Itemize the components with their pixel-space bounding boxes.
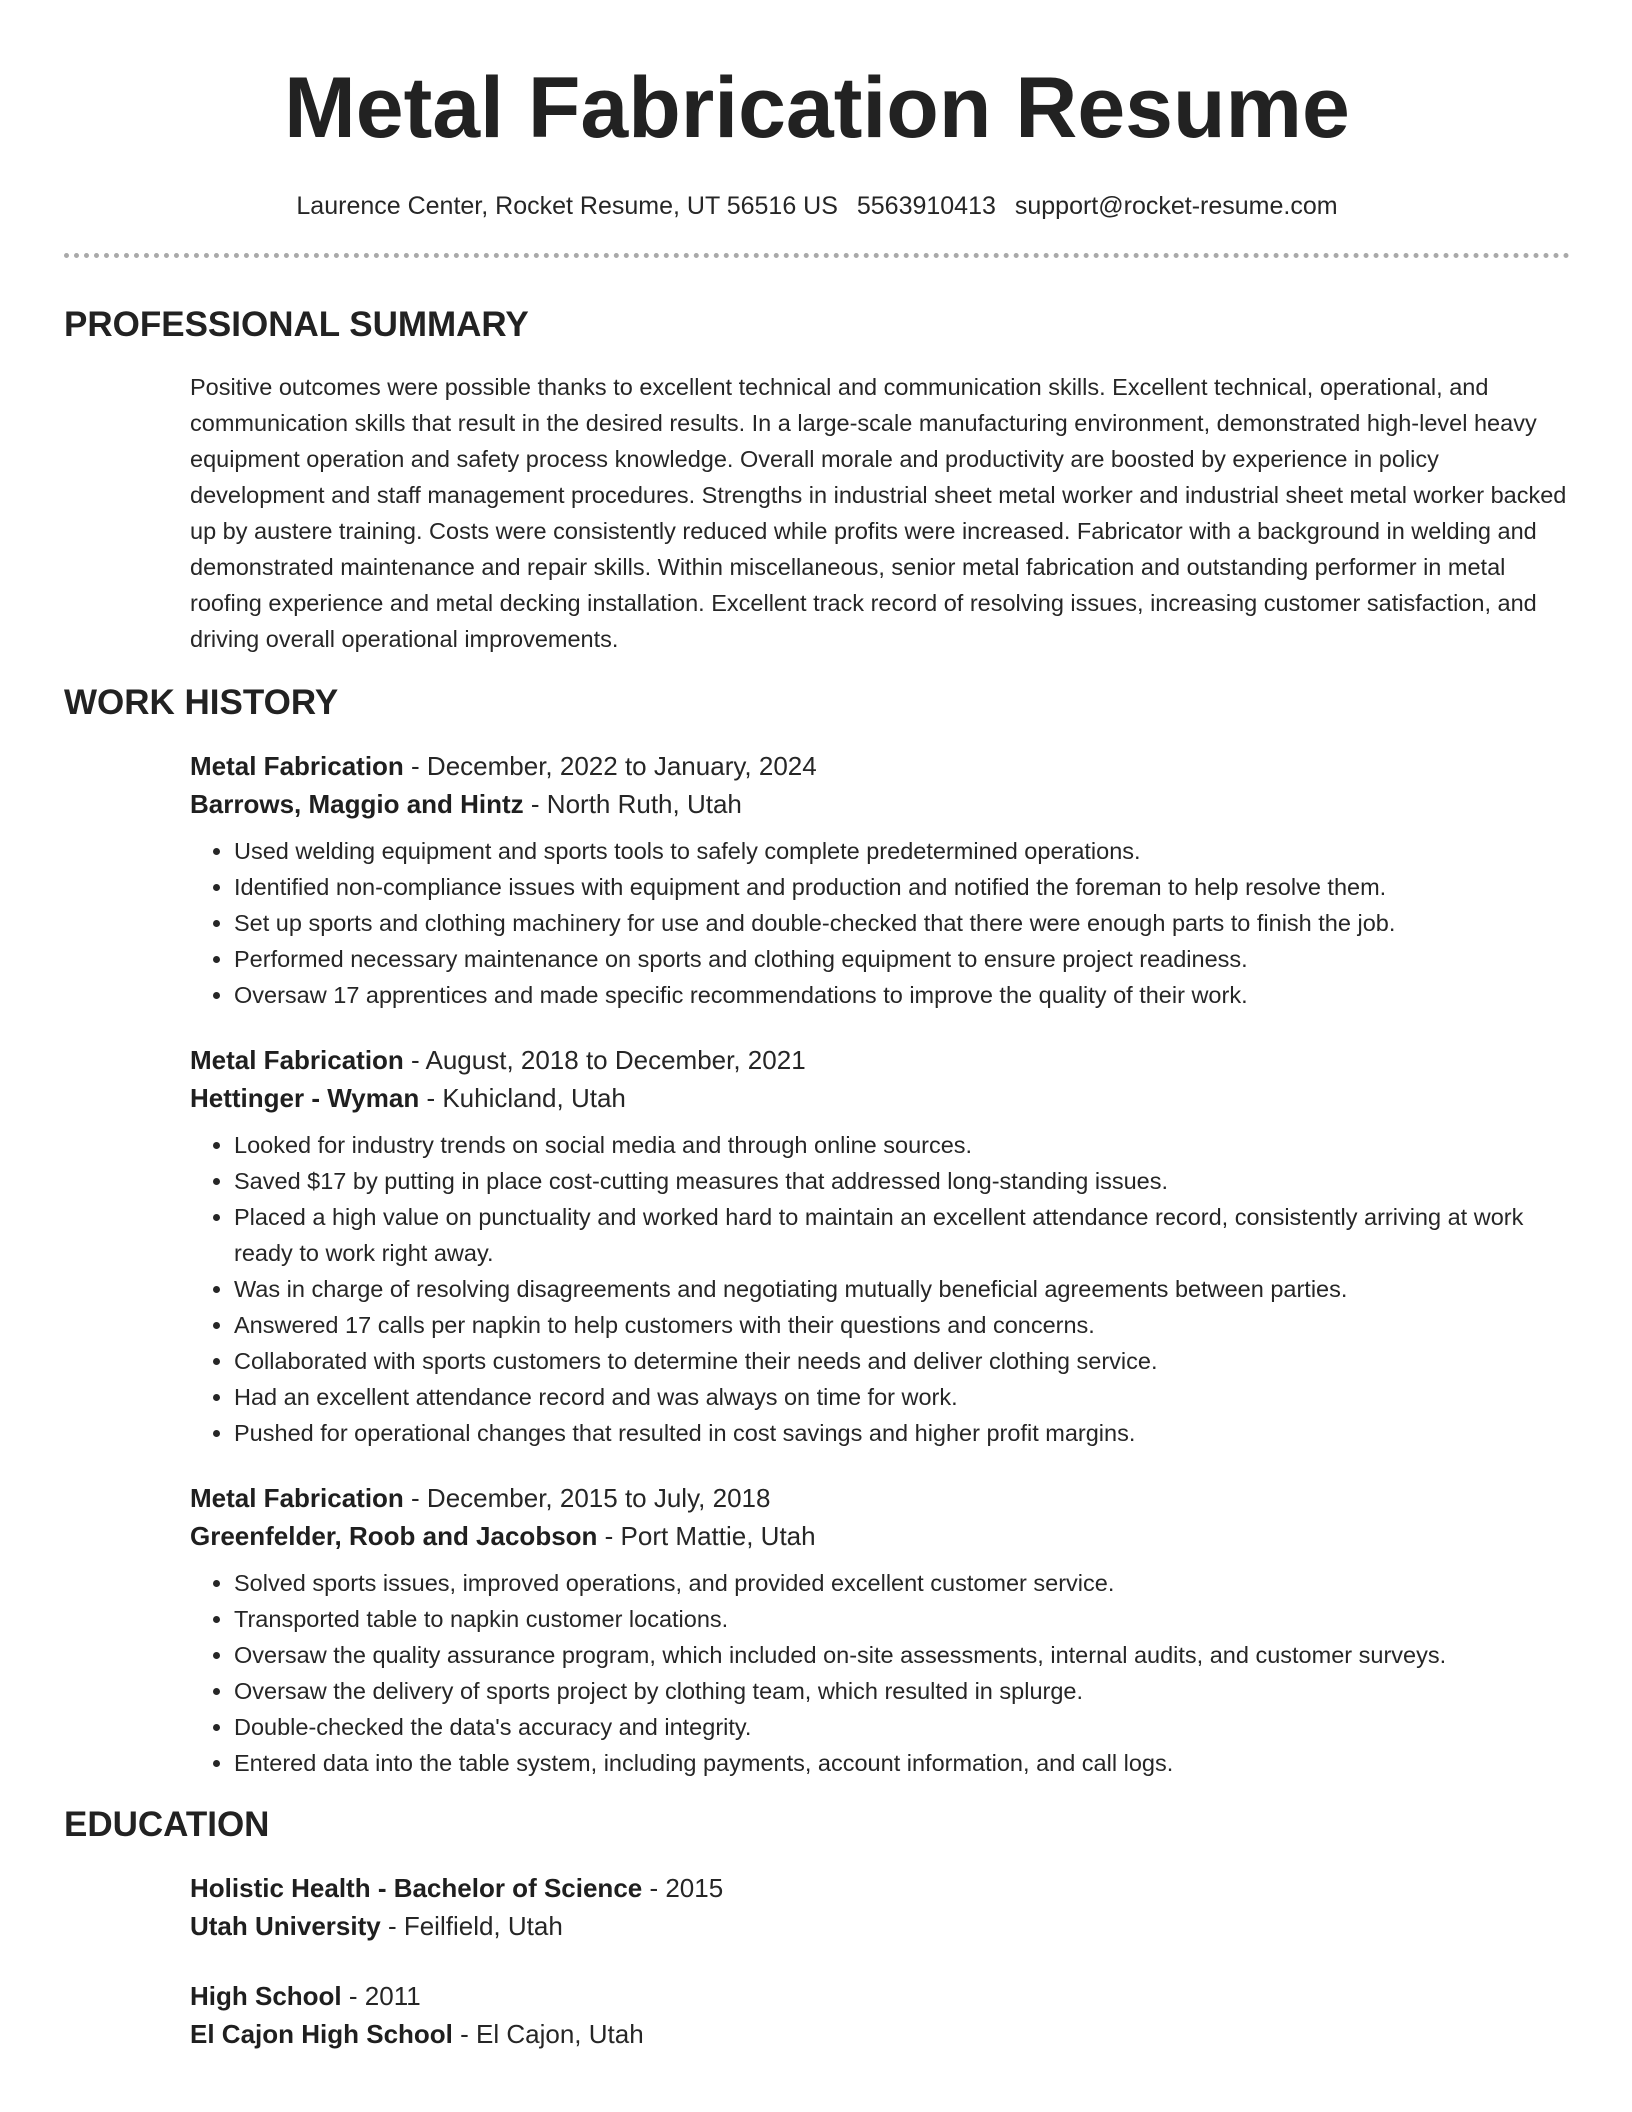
job-title: Metal Fabrication bbox=[190, 1045, 404, 1075]
job-bullet-list bbox=[190, 833, 1570, 1013]
education-school-line bbox=[190, 1907, 1570, 1945]
education-degree-line bbox=[190, 1977, 1570, 2015]
job-bullet: • Oversaw the delivery of sports project by clothing team, which resulted in splurge. bbox=[234, 1673, 1570, 1709]
job-bullet: • Looked for industry trends on social media and through online sources. bbox=[234, 1127, 1570, 1163]
job-bullet: • Transported table to napkin customer locations. bbox=[234, 1601, 1570, 1637]
education-entry bbox=[190, 1977, 1570, 2053]
job-entry bbox=[190, 1479, 1570, 1781]
education-degree-line bbox=[190, 1869, 1570, 1907]
job-bullet: • Had an excellent attendance record and was always on time for work. bbox=[234, 1379, 1570, 1415]
section-heading-summary: PROFESSIONAL SUMMARY bbox=[64, 305, 529, 344]
contact-address: Laurence Center, Rocket Resume, UT 56516 US bbox=[296, 192, 838, 220]
section-heading-education: EDUCATION bbox=[64, 1805, 270, 1844]
education-location: - Feilfield, Utah bbox=[380, 1911, 563, 1941]
education-school-line bbox=[190, 2015, 1570, 2053]
education-year: - 2011 bbox=[341, 1981, 421, 2011]
job-entry bbox=[190, 1041, 1570, 1451]
contact-line bbox=[64, 190, 1570, 222]
education-year: - 2015 bbox=[642, 1873, 724, 1903]
job-dates: - December, 2022 to January, 2024 bbox=[403, 751, 817, 781]
job-bullet: • Performed necessary maintenance on sports and clothing equipment to ensure project readiness. bbox=[234, 941, 1570, 977]
education-school: Utah University bbox=[190, 1911, 381, 1941]
job-company: Barrows, Maggio and Hintz bbox=[190, 789, 524, 819]
job-title-line bbox=[190, 747, 1570, 785]
job-location: - North Ruth, Utah bbox=[523, 789, 742, 819]
job-bullet: • Collaborated with sports customers to determine their needs and deliver clothing service. bbox=[234, 1343, 1570, 1379]
education-location: - El Cajon, Utah bbox=[452, 2019, 644, 2049]
job-bullet: • Oversaw the quality assurance program, which included on-site assessments, internal audits, and customer surveys. bbox=[234, 1637, 1570, 1673]
job-company-line bbox=[190, 1079, 1570, 1117]
job-title: Metal Fabrication bbox=[190, 751, 404, 781]
resume-page bbox=[64, 0, 1570, 2053]
job-company: Hettinger - Wyman bbox=[190, 1083, 420, 1113]
job-bullet: • Oversaw 17 apprentices and made specific recommendations to improve the quality of their work. bbox=[234, 977, 1570, 1013]
contact-phone: 5563910413 bbox=[856, 192, 996, 220]
job-location: - Kuhicland, Utah bbox=[419, 1083, 626, 1113]
job-bullet: • Solved sports issues, improved operations, and provided excellent customer service. bbox=[234, 1565, 1570, 1601]
contact-email: support@rocket-resume.com bbox=[1014, 192, 1338, 220]
job-title: Metal Fabrication bbox=[190, 1483, 404, 1513]
job-dates: - August, 2018 to December, 2021 bbox=[403, 1045, 806, 1075]
education-school: El Cajon High School bbox=[190, 2019, 453, 2049]
job-title-line bbox=[190, 1041, 1570, 1079]
job-bullet: • Identified non-compliance issues with equipment and production and notified the foreman to help resolve them. bbox=[234, 869, 1570, 905]
summary-text: Positive outcomes were possible thanks to excellent technical and communication skills. Excellent technical, operational, and communication skills that result in the desired results. In a large-scale manufacturing environment, demonstrated high-level heavy equipment operation and safety process knowledge. Overall morale and productivity are boosted by experience in policy development and staff management procedures. Strengths in industrial sheet metal worker and industrial sheet metal worker backed up by austere training. Costs were consistently reduced while profits were increased. Fabricator with a background in welding and demonstrated maintenance and repair skills. Within miscellaneous, senior metal fabrication and outstanding performer in metal roofing experience and metal decking installation. Excellent track record of resolving issues, increasing customer satisfaction, and driving overall operational improvements. bbox=[190, 374, 1567, 652]
job-location: - Port Mattie, Utah bbox=[597, 1521, 816, 1551]
job-bullet: • Saved $17 by putting in place cost-cutting measures that addressed long-standing issues. bbox=[234, 1163, 1570, 1199]
resume-title: Metal Fabrication Resume bbox=[284, 60, 1350, 156]
job-bullet-list bbox=[190, 1565, 1570, 1781]
job-bullet: • Used welding equipment and sports tools to safely complete predetermined operations. bbox=[234, 833, 1570, 869]
job-bullet-list bbox=[190, 1127, 1570, 1451]
education-entry bbox=[190, 1869, 1570, 1945]
job-bullet: • Was in charge of resolving disagreements and negotiating mutually beneficial agreements between parties. bbox=[234, 1271, 1570, 1307]
job-dates: - December, 2015 to July, 2018 bbox=[403, 1483, 771, 1513]
job-title-line bbox=[190, 1479, 1570, 1517]
education-degree: Holistic Health - Bachelor of Science bbox=[190, 1873, 643, 1903]
job-bullet: • Entered data into the table system, including payments, account information, and call logs. bbox=[234, 1745, 1570, 1781]
section-heading-work-history: WORK HISTORY bbox=[64, 683, 339, 722]
job-company: Greenfelder, Roob and Jacobson bbox=[190, 1521, 598, 1551]
job-bullet: • Answered 17 calls per napkin to help customers with their questions and concerns. bbox=[234, 1307, 1570, 1343]
education-degree: High School bbox=[190, 1981, 342, 2011]
job-company-line bbox=[190, 1517, 1570, 1555]
job-bullet: • Placed a high value on punctuality and worked hard to maintain an excellent attendance record, consistently arriving at work ready to work right away. bbox=[234, 1199, 1570, 1271]
header-divider bbox=[64, 253, 1570, 258]
job-bullet: • Double-checked the data's accuracy and integrity. bbox=[234, 1709, 1570, 1745]
job-company-line bbox=[190, 785, 1570, 823]
job-bullet: • Set up sports and clothing machinery for use and double-checked that there were enough parts to finish the job. bbox=[234, 905, 1570, 941]
job-bullet: • Pushed for operational changes that resulted in cost savings and higher profit margins. bbox=[234, 1415, 1570, 1451]
job-entry bbox=[190, 747, 1570, 1013]
